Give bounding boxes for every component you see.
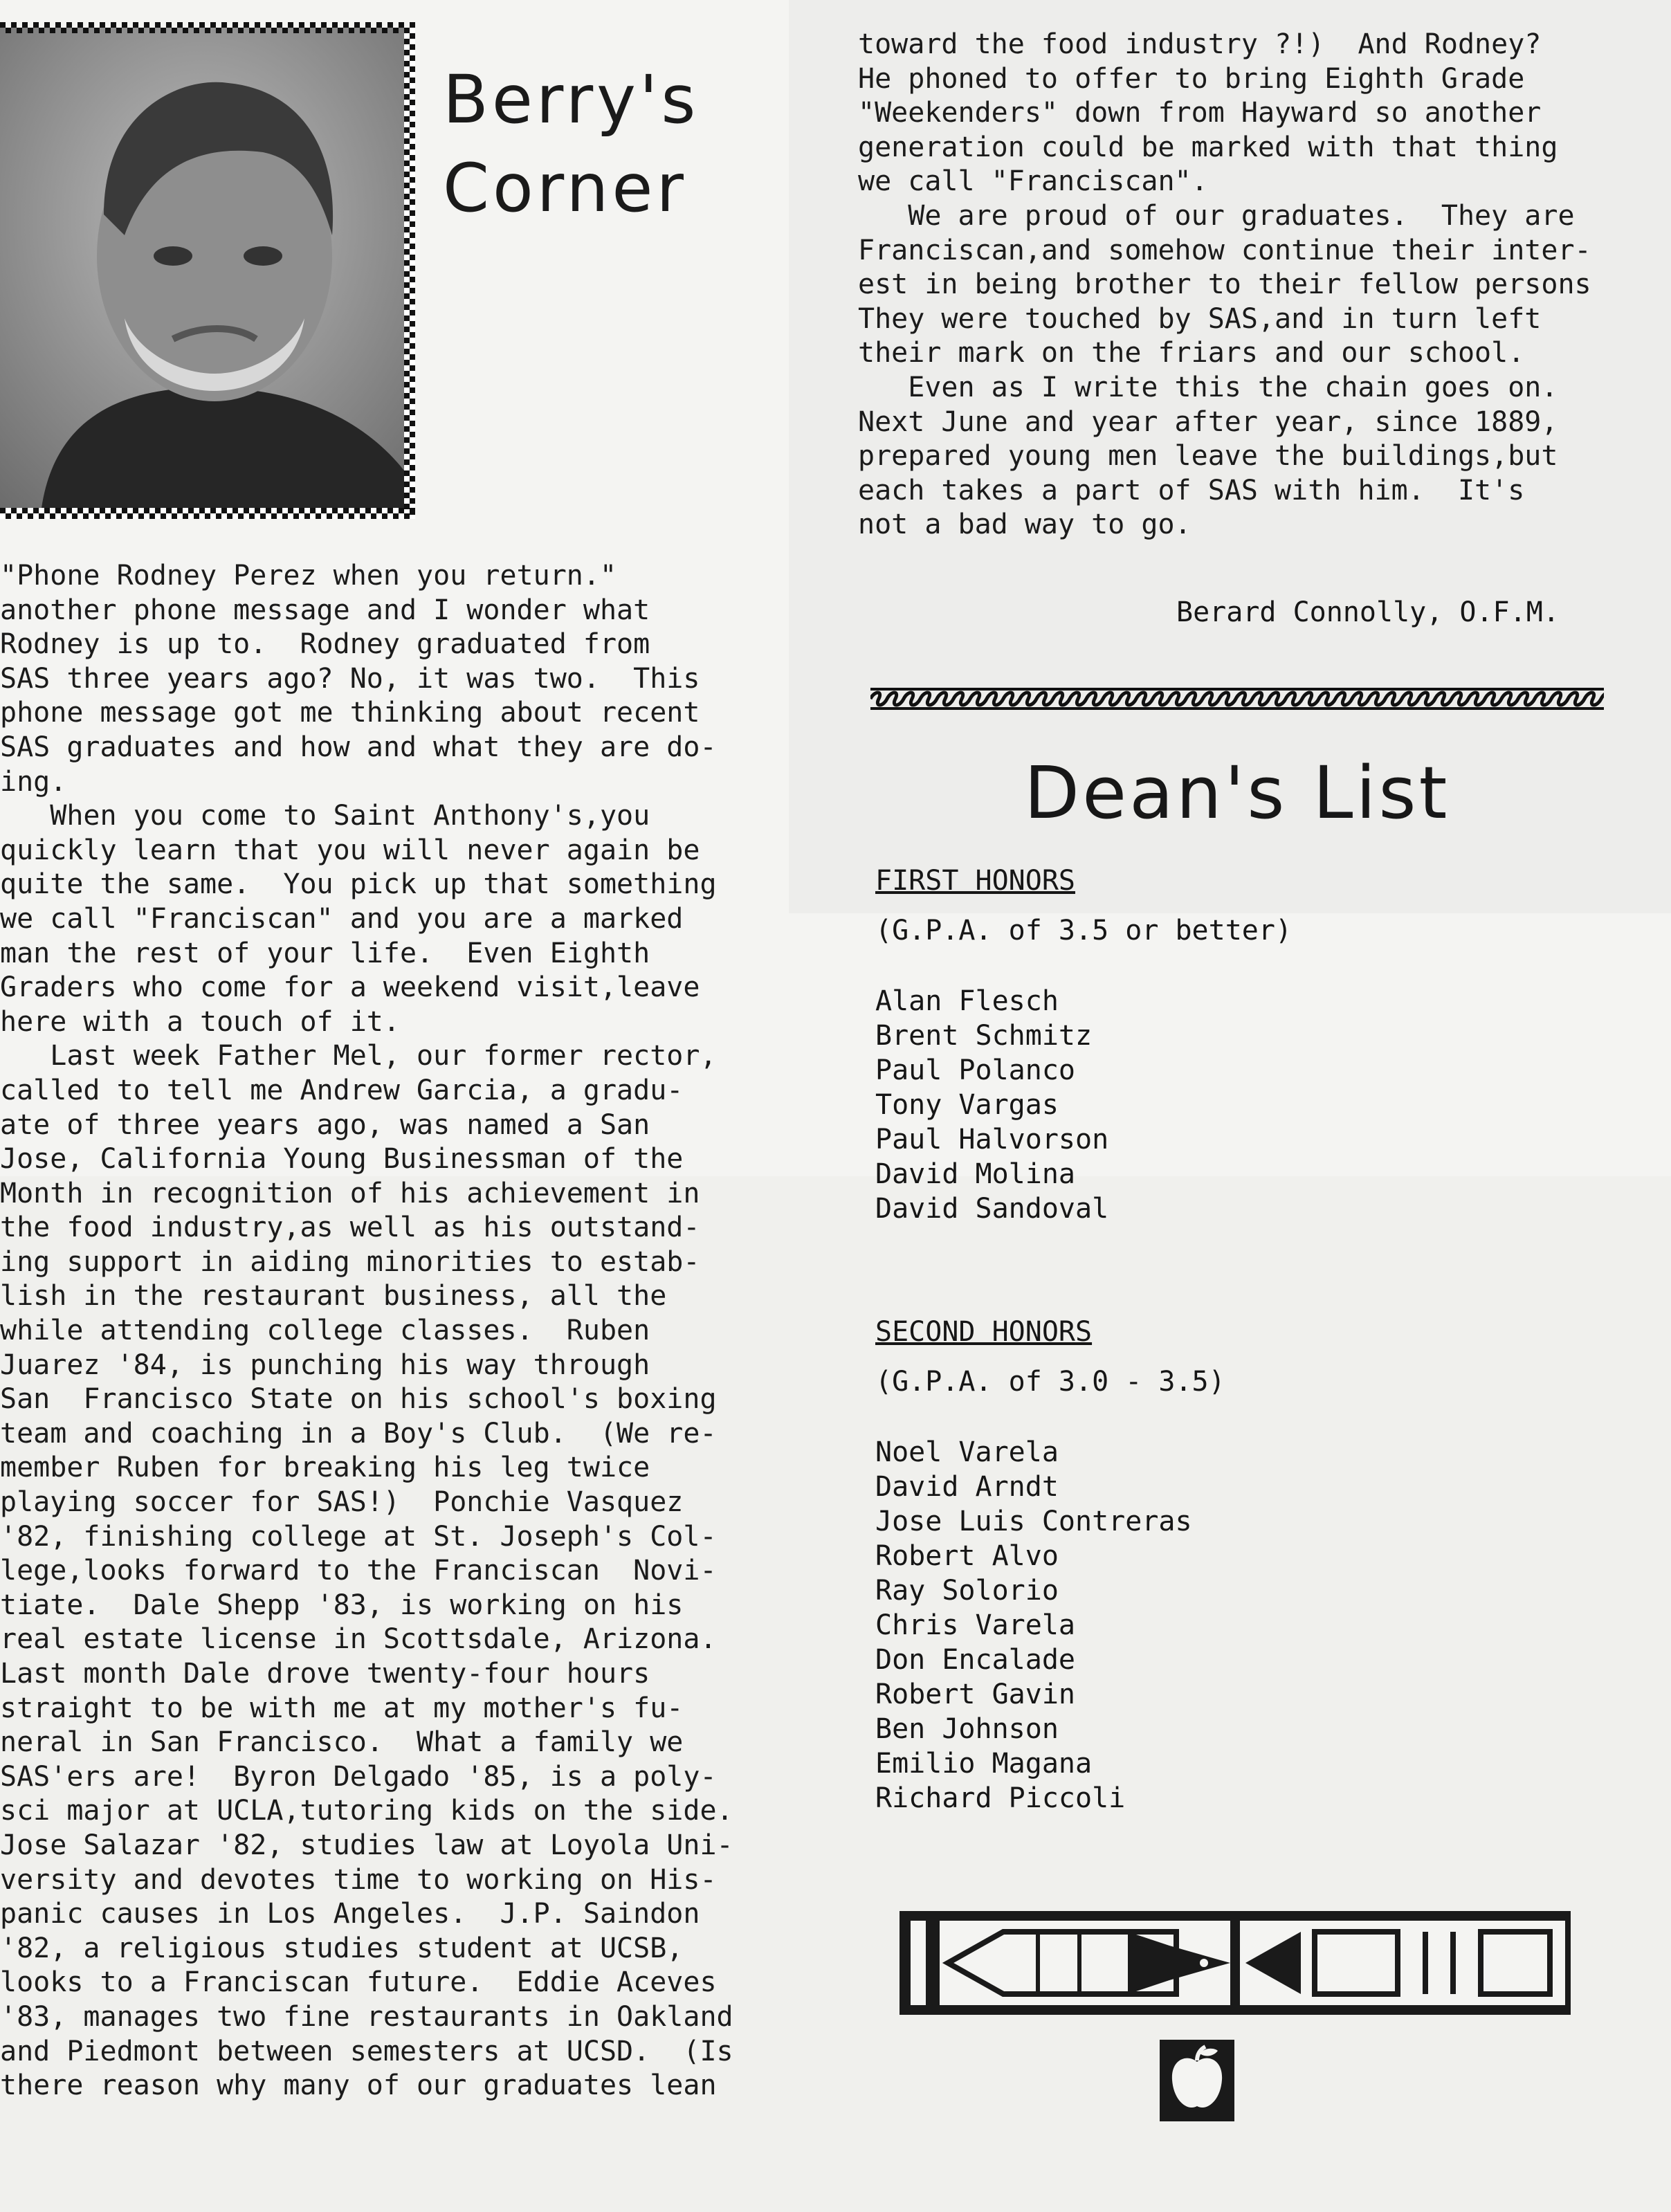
first-honors-title: FIRST HONORS <box>875 865 1075 897</box>
right-text-line: their mark on the friars and our school. <box>858 337 1525 369</box>
left-text-line: while attending college classes. Ruben <box>0 1315 650 1347</box>
left-text-line: we call "Franciscan" and you are a marked <box>0 902 684 935</box>
checker-border-right <box>404 28 415 519</box>
right-text-line: "Weekenders" down from Hayward so another <box>858 97 1542 129</box>
first-honors-section <box>875 863 1292 1226</box>
left-text-line: panic causes in Los Angeles. J.P. Saindon <box>0 1898 700 1930</box>
honor-name: Tony Vargas <box>875 1089 1059 1121</box>
right-text-line: not a bad way to go. <box>858 509 1191 541</box>
honor-name: Jose Luis Contreras <box>875 1506 1192 1537</box>
wave-divider <box>870 685 1604 713</box>
left-text-line: here with a touch of it. <box>0 1005 400 1038</box>
second-honors-section <box>875 1315 1225 1816</box>
left-column-text <box>0 559 747 2103</box>
honor-name: Alan Flesch <box>875 985 1059 1017</box>
left-text-line: Jose, California Young Businessman of the <box>0 1143 684 1176</box>
left-text-line: another phone message and I wonder what <box>0 594 650 626</box>
title-line-1: Berry's <box>443 61 700 138</box>
signature: Berard Connolly, O.F.M. <box>1176 596 1560 628</box>
left-text-line: man the rest of your life. Even Eighth <box>0 937 650 969</box>
left-text-line: called to tell me Andrew Garcia, a gradu- <box>0 1074 684 1106</box>
honor-name: Emilio Magana <box>875 1748 1093 1780</box>
left-text-line: playing soccer for SAS!) Ponchie Vasquez <box>0 1486 684 1519</box>
right-text-line: we call "Franciscan". <box>858 165 1208 198</box>
honor-name: David Molina <box>875 1158 1075 1190</box>
right-text-line: prepared young men leave the buildings,but <box>858 440 1558 473</box>
left-text-line: When you come to Saint Anthony's,you <box>0 800 650 832</box>
first-honors-criteria: (G.P.A. of 3.5 or better) <box>875 915 1293 947</box>
left-text-line: ing support in aiding minorities to estab- <box>0 1245 700 1278</box>
pen-pencil-ornament-icon <box>900 1911 1571 2015</box>
right-text-line: each takes a part of SAS with him. It's <box>858 474 1525 506</box>
honor-name: Robert Gavin <box>875 1679 1075 1710</box>
honor-name: David Sandoval <box>875 1193 1109 1225</box>
left-text-line: quickly learn that you will never again be <box>0 834 700 866</box>
left-text-line: '83, manages two fine restaurants in Oakland <box>0 2000 733 2033</box>
deans-list-heading: Dean's List <box>1024 751 1450 835</box>
right-text-line: They were touched by SAS,and in turn left <box>858 302 1542 335</box>
honor-name: Paul Halvorson <box>875 1124 1109 1155</box>
second-honors-title: SECOND HONORS <box>875 1316 1093 1348</box>
left-text-line: versity and devotes time to working on His- <box>0 1863 717 1896</box>
left-text-line: looks to a Franciscan future. Eddie Aceves <box>0 1966 717 1999</box>
left-text-line: '82, a religious studies student at UCSB, <box>0 1932 684 1964</box>
honor-name: Robert Alvo <box>875 1540 1059 1572</box>
left-text-line: SAS'ers are! Byron Delgado '85, is a poly- <box>0 1760 717 1793</box>
left-text-line: SAS graduates and how and what they are do- <box>0 731 717 763</box>
left-text-line: San Francisco State on his school's boxing <box>0 1383 717 1416</box>
left-text-line: Jose Salazar '82, studies law at Loyola Uni- <box>0 1829 733 1861</box>
right-text-line: Even as I write this the chain goes on. <box>858 371 1558 403</box>
honor-name: Don Encalade <box>875 1644 1075 1676</box>
honor-name: Paul Polanco <box>875 1054 1075 1086</box>
title-line-2: Corner <box>443 149 687 227</box>
honor-name: Noel Varela <box>875 1436 1059 1468</box>
right-column-text <box>858 28 1661 542</box>
left-text-line: real estate license in Scottsdale, Arizona. <box>0 1623 717 1656</box>
page-title <box>443 55 699 232</box>
honor-name: Ben Johnson <box>875 1713 1059 1745</box>
honor-name: Chris Varela <box>875 1609 1075 1641</box>
left-text-line: Graders who come for a weekend visit,leave <box>0 971 700 1004</box>
honor-name: David Arndt <box>875 1471 1059 1503</box>
left-text-line: tiate. Dale Shepp '83, is working on his <box>0 1589 684 1621</box>
left-text-line: Rodney is up to. Rodney graduated from <box>0 628 650 661</box>
first-honors-names <box>875 984 1292 1226</box>
left-text-line: Month in recognition of his achievement in <box>0 1177 700 1209</box>
portrait-icon <box>0 28 404 508</box>
left-text-line: SAS three years ago? No, it was two. This <box>0 662 700 695</box>
honor-name: Richard Piccoli <box>875 1782 1126 1814</box>
left-text-line: ing. <box>0 765 67 798</box>
left-text-line: Last month Dale drove twenty-four hours <box>0 1658 650 1690</box>
left-text-line: quite the same. You pick up that something <box>0 868 717 901</box>
left-text-line: Last week Father Mel, our former rector, <box>0 1040 717 1072</box>
left-text-line: "Phone Rodney Perez when you return." <box>0 560 617 592</box>
left-text-line: lish in the restaurant business, all the <box>0 1280 667 1313</box>
left-text-line: Juarez '84, is punching his way through <box>0 1349 650 1381</box>
left-text-line: straight to be with me at my mother's fu- <box>0 1692 684 1724</box>
checker-border-top <box>0 22 415 33</box>
right-text-line: Next June and year after year, since 1889, <box>858 405 1558 438</box>
left-text-line: the food industry,as well as his outstand- <box>0 1212 700 1244</box>
portrait-photo <box>0 28 415 519</box>
honor-name: Brent Schmitz <box>875 1020 1093 1052</box>
left-text-line: neral in San Francisco. What a family we <box>0 1726 684 1759</box>
second-honors-criteria: (G.P.A. of 3.0 - 3.5) <box>875 1366 1225 1398</box>
left-text-line: member Ruben for breaking his leg twice <box>0 1452 650 1484</box>
right-text-line: generation could be marked with that thing <box>858 131 1558 163</box>
left-text-line: lege,looks forward to the Franciscan Novi- <box>0 1555 717 1587</box>
left-text-line: phone message got me thinking about recent <box>0 697 700 729</box>
right-text-line: toward the food industry ?!) And Rodney? <box>858 28 1542 60</box>
right-text-line: est in being brother to their fellow persons <box>858 268 1591 301</box>
honor-name: Ray Solorio <box>875 1575 1059 1607</box>
apple-icon <box>1160 2040 1234 2121</box>
left-text-line: '82, finishing college at St. Joseph's Col- <box>0 1520 717 1553</box>
left-text-line: ate of three years ago, was named a San <box>0 1108 650 1141</box>
left-text-line: there reason why many of our graduates lean <box>0 2069 717 2102</box>
right-text-line: We are proud of our graduates. They are <box>858 199 1575 232</box>
left-text-line: sci major at UCLA,tutoring kids on the side. <box>0 1795 733 1827</box>
second-honors-names <box>875 1435 1225 1816</box>
right-text-line: Franciscan,and somehow continue their inter- <box>858 234 1591 266</box>
left-text-line: team and coaching in a Boy's Club. (We re- <box>0 1417 717 1450</box>
right-text-line: He phoned to offer to bring Eighth Grade <box>858 62 1525 95</box>
checker-border-bottom <box>0 508 415 519</box>
left-text-line: and Piedmont between semesters at UCSD. (Is <box>0 2035 733 2067</box>
